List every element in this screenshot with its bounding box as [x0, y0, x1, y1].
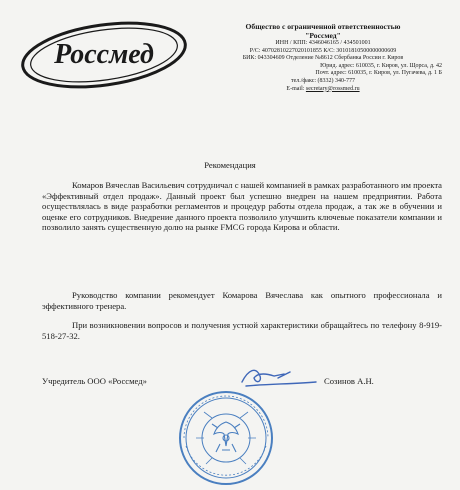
- company-stamp: [176, 388, 276, 488]
- paragraph-1: Комаров Вячеслав Васильевич сотрудничал с нашей компанией в рамках разработанного им проекта «Эффективный отдел продаж». Данный проект был успешно внедрен на нашем предприятии. Работа осуществлялась в виде разработки регламентов и процедур работы отдела продаж, а так же в обучении и оценке его сотрудников. Внедрение данного проекта позволило улучшить ключевые показатели компании и позволило занять существенную долю на рынке FMCG города Кирова и области.: [42, 180, 442, 233]
- company-requisites: [198, 22, 448, 93]
- signer-name: Созинов А.Н.: [324, 376, 374, 386]
- rossmed-logo: [18, 16, 190, 94]
- phone: тел./факс: (8332) 340-777: [290, 77, 356, 84]
- inn-kpp: ИНН / КПП: 4346046165 / 434501001: [275, 40, 371, 46]
- legal-address: Юрид. адрес: 610035, г. Киров, ул. Щорса, д. 42: [320, 62, 442, 69]
- signer-role: Учредитель ООО «Россмед»: [42, 376, 147, 386]
- org-name: Общество с ограниченной ответственностью: [245, 22, 401, 31]
- bank-account: Р/С: 40702810227020101855 К/С: 30101810500000000609: [249, 47, 397, 54]
- letter-title: Рекомендация: [204, 160, 256, 170]
- postal-address: Почт. адрес: 610035, г. Киров, ул. Пугачева, д. 1 Б: [315, 70, 442, 77]
- org-brand: "Россмед": [305, 31, 341, 40]
- paragraph-2: Руководство компании рекомендует Комарова Вячеслава как опытного профессионала и эффективного тренера.: [42, 290, 442, 311]
- email-label: E-mail:: [286, 85, 305, 92]
- paragraph-3: При возникновении вопросов и получения устной характеристики обращайтесь по телефону 8-919-518-27-32.: [42, 320, 442, 341]
- logo-text: Россмед: [54, 39, 154, 70]
- bik: БИК: 043304609 Отделение №8612 Сбербанка России г. Киров: [242, 55, 404, 62]
- email-row: [198, 86, 448, 94]
- handwritten-signature: [238, 362, 318, 390]
- email-link[interactable]: secretary@rossmed.ru: [305, 85, 360, 92]
